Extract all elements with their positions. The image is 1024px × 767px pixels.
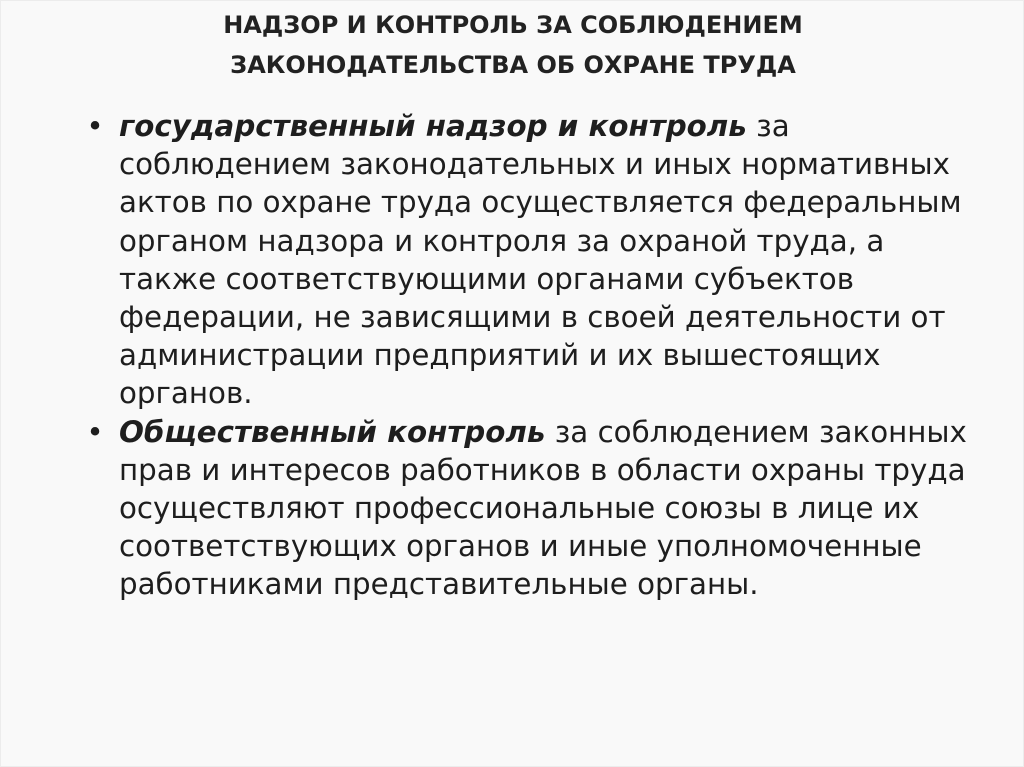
bullet-icon: • <box>86 414 104 449</box>
bullet-icon: • <box>86 109 104 143</box>
slide-title-line-1: НАДЗОР И КОНТРОЛЬ ЗА СОБЛЮДЕНИЕМ <box>223 11 803 39</box>
bullet-text: за соблюдением законодательных и иных нормативных актов по охране труда осуществляется федеральным органом надзора и контроля за охраной труда, а также соответствующими органами субъектов федерации, не зависящими в своей деятельности от администрации предприятий и их вышестоящих органов. <box>119 109 962 411</box>
slide-title-line-2: ЗАКОНОДАТЕЛЬСТВА ОБ ОХРАНЕ ТРУДА <box>230 51 796 79</box>
bullet-text: за соблюдением законных прав и интересов работников в области охраны труда осуществляют профессиональные союзы в лице их соответствующих органов и иные уполномоченные работниками представительные органы. <box>119 414 967 602</box>
bullet-item-state-supervision <box>85 107 980 413</box>
bullet-term: государственный надзор и контроль <box>119 109 747 143</box>
slide-title <box>61 5 965 85</box>
bullet-term: Общественный контроль <box>119 414 546 449</box>
bullet-item-public-control <box>85 413 980 604</box>
bullet-list <box>85 107 980 604</box>
